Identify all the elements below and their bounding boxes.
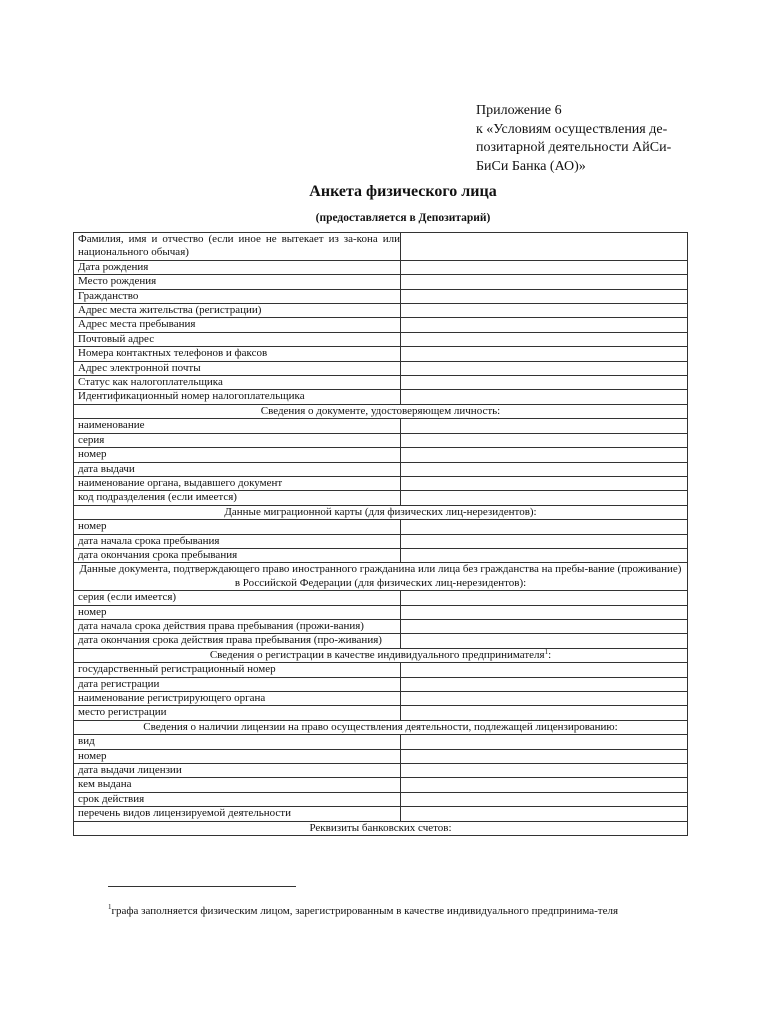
field-value-cell[interactable] [401,764,688,778]
field-label: кем выдана [74,778,401,792]
field-label: дата регистрации [74,677,401,691]
footnote-divider [108,886,296,887]
field-value-cell[interactable] [401,491,688,505]
field-row [74,591,688,605]
field-row [74,260,688,274]
field-value-cell[interactable] [401,692,688,706]
field-label: дата начала срока пребывания [74,534,401,548]
field-row [74,491,688,505]
field-row [74,605,688,619]
appendix-header [476,102,701,176]
field-row [74,476,688,490]
field-label: место регистрации [74,706,401,720]
field-row [74,663,688,677]
field-value-cell[interactable] [401,304,688,318]
field-value-cell[interactable] [401,735,688,749]
field-value-cell[interactable] [401,677,688,691]
field-row [74,764,688,778]
field-value-cell[interactable] [401,332,688,346]
field-row [74,318,688,332]
field-label: государственный регистрационный номер [74,663,401,677]
field-label: Адрес места жительства (регистрации) [74,304,401,318]
field-row [74,390,688,404]
field-label: Гражданство [74,289,401,303]
field-value-cell[interactable] [401,792,688,806]
questionnaire-table [73,232,688,836]
field-value-cell[interactable] [401,233,688,261]
appendix-line: Приложение 6 [476,103,562,118]
field-row [74,749,688,763]
field-row [74,361,688,375]
field-row [74,332,688,346]
footnote-text: графа заполняется физическим лицом, зарегистрированным в качестве индивидуального предпринима-теля [111,905,619,917]
field-label: Адрес электронной почты [74,361,401,375]
field-label: номер [74,605,401,619]
field-label: срок действия [74,792,401,806]
section-heading-text: Сведения о документе, удостоверяющем личность: [260,404,501,417]
field-label: дата окончания срока пребывания [74,548,401,562]
field-value-cell[interactable] [401,390,688,404]
field-row [74,520,688,534]
field-label: Статус как налогоплательщика [74,376,401,390]
field-label: серия [74,433,401,447]
field-row [74,778,688,792]
appendix-line: позитарной деятельности АйСи- [476,140,672,155]
field-row [74,534,688,548]
field-label: дата начала срока действия права пребывания (прожи-вания) [74,619,401,633]
footnote-reference: 1 [544,647,549,656]
field-value-cell[interactable] [401,534,688,548]
section-heading-suffix: : [548,648,552,661]
section-heading-text: Данные документа, подтверждающего право иностранного гражданина или лица без гражданства на пребы-вание (проживание) в Российской Федерации (для физических лиц-нерезидентов): [79,563,682,589]
field-row [74,548,688,562]
section-heading [74,505,688,519]
section-row [74,648,688,662]
field-label: дата окончания срока действия права пребывания (про-живания) [74,634,401,648]
section-heading [74,821,688,835]
field-label: вид [74,735,401,749]
field-value-cell[interactable] [401,361,688,375]
field-label: наименование регистрирующего органа [74,692,401,706]
field-label: номер [74,749,401,763]
section-row [74,505,688,519]
appendix-line: к «Условиям осуществления де- [476,121,668,137]
section-row [74,404,688,418]
field-row [74,792,688,806]
section-row [74,563,688,591]
field-value-cell[interactable] [401,749,688,763]
section-heading-text: Реквизиты банковских счетов: [309,821,452,834]
form-title: Анкета физического лица [309,183,497,200]
footnote-mark: 1 [108,903,112,911]
field-row [74,735,688,749]
field-value-cell[interactable] [401,260,688,274]
field-row [74,275,688,289]
field-label: номер [74,520,401,534]
field-row [74,289,688,303]
field-row [74,706,688,720]
section-heading-text: Сведения о наличии лицензии на право осуществления деятельности, подлежащей лицензированию: [143,720,618,733]
field-label: наименование [74,419,401,433]
field-value-cell[interactable] [401,476,688,490]
field-label: номер [74,448,401,462]
section-heading [74,720,688,734]
field-label: Адрес места пребывания [74,318,401,332]
field-label: Фамилия, имя и отчество (если иное не вытекает из за-кона или национального обычая) [74,233,401,261]
section-heading-text: Сведения о регистрации в качестве индивидуального предпринимателя [209,648,545,661]
field-value-cell[interactable] [401,520,688,534]
field-label: серия (если имеется) [74,591,401,605]
field-value-cell[interactable] [401,376,688,390]
field-value-cell[interactable] [401,289,688,303]
section-row [74,821,688,835]
field-value-cell[interactable] [401,591,688,605]
field-label: наименование органа, выдавшего документ [74,476,401,490]
field-value-cell[interactable] [401,347,688,361]
field-row [74,619,688,633]
field-row [74,347,688,361]
field-label: дата выдачи [74,462,401,476]
field-value-cell[interactable] [401,318,688,332]
field-value-cell[interactable] [401,419,688,433]
field-row [74,677,688,691]
field-label: Идентификационный номер налогоплательщика [74,390,401,404]
section-heading [74,404,688,418]
field-label: Дата рождения [74,260,401,274]
field-value-cell[interactable] [401,663,688,677]
field-row [74,376,688,390]
field-value-cell[interactable] [401,634,688,648]
field-value-cell[interactable] [401,706,688,720]
field-label: Место рождения [74,275,401,289]
field-row [74,807,688,821]
section-heading [74,648,688,662]
field-value-cell[interactable] [401,448,688,462]
field-value-cell[interactable] [401,433,688,447]
field-value-cell[interactable] [401,778,688,792]
field-label: дата выдачи лицензии [74,764,401,778]
field-label: перечень видов лицензируемой деятельности [74,807,401,821]
form-subtitle: (предоставляется в Депозитарий) [315,212,491,224]
field-label: Номера контактных телефонов и факсов [74,347,401,361]
field-value-cell[interactable] [401,619,688,633]
field-row [74,462,688,476]
field-label: Почтовый адрес [74,332,401,346]
field-row [74,233,688,261]
field-row [74,692,688,706]
section-heading-text: Данные миграционной карты (для физических лиц-нерезидентов): [224,505,537,518]
field-row [74,419,688,433]
footnote [108,904,688,918]
field-value-cell[interactable] [401,605,688,619]
field-row [74,433,688,447]
field-row [74,448,688,462]
field-label: код подразделения (если имеется) [74,491,401,505]
field-value-cell[interactable] [401,462,688,476]
appendix-line: БиСи Банка (АО)» [476,158,586,174]
field-value-cell[interactable] [401,807,688,821]
section-row [74,720,688,734]
field-row [74,304,688,318]
field-value-cell[interactable] [401,548,688,562]
field-row [74,634,688,648]
field-value-cell[interactable] [401,275,688,289]
section-heading [74,563,688,591]
